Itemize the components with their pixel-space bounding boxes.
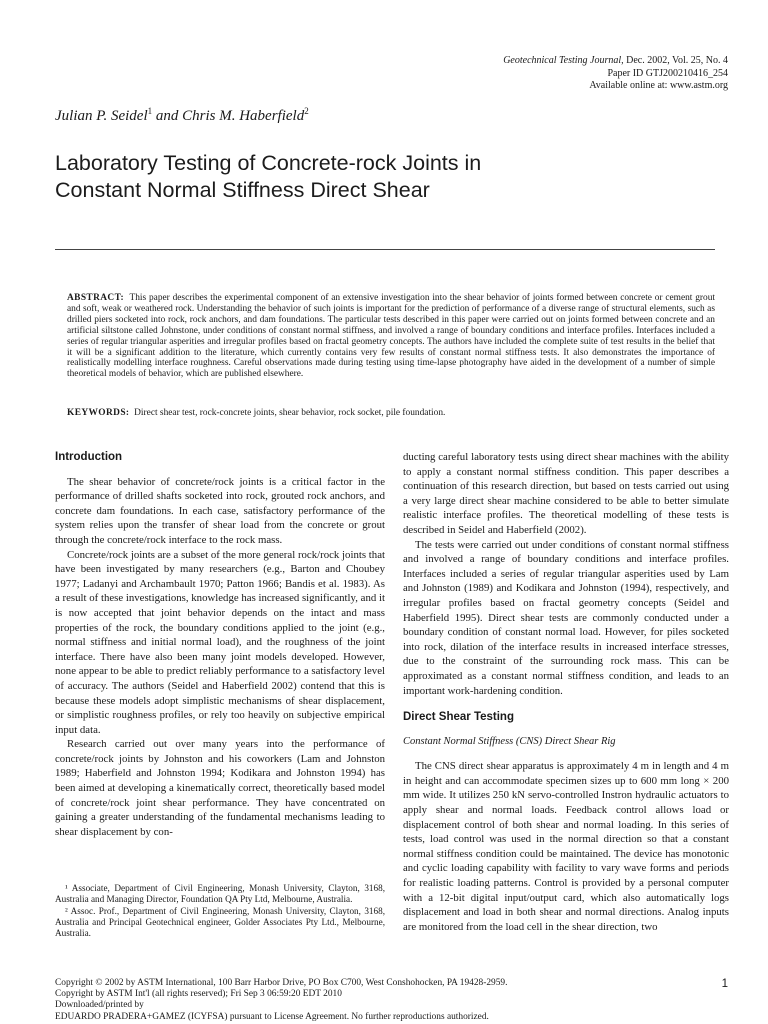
subsection-heading-cns-rig: Constant Normal Stiffness (CNS) Direct Shear Rig [403, 735, 616, 747]
right-column [403, 450, 729, 934]
page-footer [55, 978, 725, 1023]
footer-download-stamp: Copyright by ASTM Int'l (all rights reserved); Fri Sep 3 06:59:20 EDT 2010 [55, 989, 342, 1000]
footnote-1: ¹ Associate, Department of Civil Engineering, Monash University, Clayton, 3168, Australia and Managing Director, Foundation QA Pty Ltd, Melbourne, Australia. [55, 883, 385, 904]
author-first-footnote-mark: 1 [147, 106, 153, 116]
intro-paragraph-1: The shear behavior of concrete/rock joints is a critical factor in the performance of drilled shafts socketed into rock, grouted rock anchors, and concrete dam foundations. In each case, satisfactory performance of the system relies upon the transfer of shear load from the concrete or grout through the concrete/rock interface to the rock mass. [55, 475, 385, 546]
left-column [55, 450, 385, 839]
title-divider [55, 249, 715, 250]
keywords-block [67, 408, 715, 418]
footer-license: EDUARDO PRADERA+GAMEZ (ICYFSA) pursuant to License Agreement. No further reproductions authorized. [55, 1011, 489, 1022]
page-number: 1 [721, 978, 728, 990]
intro-paragraph-3-continued: ducting careful laboratory tests using direct shear machines with the ability to apply a constant normal stiffness condition. This paper describes a continuation of this research direction, but based on tests carried out using a very large direct shear machine considered to be able to better simulate realistic interface profiles. The theoretical modelling of these tests is described in Seidel and Haberfield (2002). [403, 451, 729, 536]
keywords-label: KEYWORDS: [67, 408, 130, 418]
abstract-label: ABSTRACT: [67, 293, 125, 303]
footnote-2: ² Assoc. Prof., Department of Civil Engineering, Monash University, Clayton, 3168, Australia and Principal Geotechnical engineer, Golder Associates Pty Ltd., Melbourne, Australia. [55, 906, 385, 938]
abstract-block [67, 293, 715, 380]
keywords-text: Direct shear test, rock-concrete joints, shear behavior, rock socket, pile foundation. [134, 408, 446, 418]
journal-issue: Dec. 2002, Vol. 25, No. 4 [623, 55, 728, 66]
title-line-1: Laboratory Testing of Concrete-rock Joints in [55, 151, 482, 175]
abstract-text: This paper describes the experimental component of an extensive investigation into the shear behavior of joints formed between concrete or cement grout and soft, weak or weathered rock. Understanding the behavior of such joints is important for the prediction of performance of a diverse range of structural elements, such as drilled piers socketed into rock, rock anchors, and dam foundations. The particular tests described in this paper were carried out on joints formed between concrete and an artificial siltstone called Johnstone, under conditions of constant normal stiffness, and involved a range of boundary conditions and interface profiles. Interfaces included a series of regular triangular asperities and irregular profiles based on fractal geometry concepts. The authors have included the complete suite of test results in the belief that it will be a significant addition to the literature, which currently contains very few results of constant normal stiffness tests. It also demonstrates the importance of realistically modelling interface roughness. Careful observations made during testing using time-lapse photography have aided in the development of a number of simple theoretical models of behavior, which are published elsewhere. [67, 293, 715, 380]
footnotes [55, 883, 385, 940]
rig-paragraph-1: The CNS direct shear apparatus is approximately 4 m in length and 4 m in height and can accommodate specimen sizes up to 600 mm long × 200 mm wide. It utilizes 250 kN servo-controlled Instron hydraulic actuators to apply shear and normal loads. Feedback control allows load or displacement control of both shear and normal loading. In this series of tests, load control was used in the normal direction so that a constant normal stiffness condition could be maintained. The device has monotonic and cyclic loading capability with facility to vary wave forms and periods for realistic loading patterns. Control is provided by a personal computer with a 12-bit digital input/output card, which also automatically logs displacement and load in both shear and normal directions. Analog inputs are monitored from the load cell in the shear direction, two [403, 760, 729, 933]
journal-header [503, 55, 728, 93]
paper-title [55, 150, 735, 204]
author-second: and Chris M. Haberfield [152, 108, 305, 124]
section-heading-direct-shear-testing: Direct Shear Testing [403, 711, 514, 724]
footer-downloaded-by: Downloaded/printed by [55, 1000, 144, 1011]
author-second-footnote-mark: 2 [304, 106, 309, 116]
author-line [55, 106, 309, 125]
intro-paragraph-4: The tests were carried out under conditions of constant normal stiffness and involved a range of boundary conditions and interface profiles. Interfaces included a series of regular triangular asperities used by Lam and Johnston (1989) and Kodikara and Johnston (1994), respectively, and irregular profiles based on fractal geometry concepts (Seidel and Haberfield 1995). Direct shear tests are commonly conducted under a boundary condition of constant normal load. However, for piles socketed into rock, dilation of the interface results in increased interface stresses, due to the constraint of the surrounding rock mass. This can be approximated as a constant normal stiffness condition, and leads to an important work-hardening condition. [403, 538, 729, 697]
section-heading-introduction: Introduction [55, 451, 123, 463]
paper-id: Paper ID GTJ200210416_254 [607, 67, 728, 79]
footer-copyright: Copyright © 2002 by ASTM International, 100 Barr Harbor Drive, PO Box C700, West Conshohocken, PA 19428-2959. [55, 978, 508, 988]
availability-note: Available online at: www.astm.org [589, 80, 728, 91]
intro-paragraph-2: Concrete/rock joints are a subset of the more general rock/rock joints that have been investigated by many researchers (e.g., Barton and Choubey 1977; Ladanyi and Archambault 1970; Patton 1966; Bandis et al. 1983). As a result of these investigations, knowledge has increased significantly, and it is now accepted that joint behavior depends on the intact and mass properties of the rock, the boundary conditions applied to the joint (e.g., normal stiffness and initial normal load), and the roughness of the joint interface. There have also been many joint models developed. However, none appear to be able to predict reliably performance to a satisfactory level of accuracy. The authors (Seidel and Haberfield 2002) contend that this is because these models adopt simplistic mechanisms of shear displacement, or simplistic roughness profiles, or rely too heavily on subjective empirical input data. [55, 548, 385, 736]
intro-paragraph-3: Research carried out over many years into the performance of concrete/rock joints by Johnston and his coworkers (Lam and Johnston 1989; Haberfield and Johnston 1994; Kodikara and Johnston 1994) has been aimed at developing a kinematically correct, theoretically based model of concrete/rock joint shear performance. They have concentrated on gaining a greater understanding of the fundamental mechanisms leading to shear displacement by con- [55, 738, 385, 838]
title-line-2: Constant Normal Stiffness Direct Shear [55, 178, 430, 202]
author-first: Julian P. Seidel [55, 108, 148, 124]
journal-citation [503, 55, 728, 68]
journal-name: Geotechnical Testing Journal, [503, 55, 624, 66]
